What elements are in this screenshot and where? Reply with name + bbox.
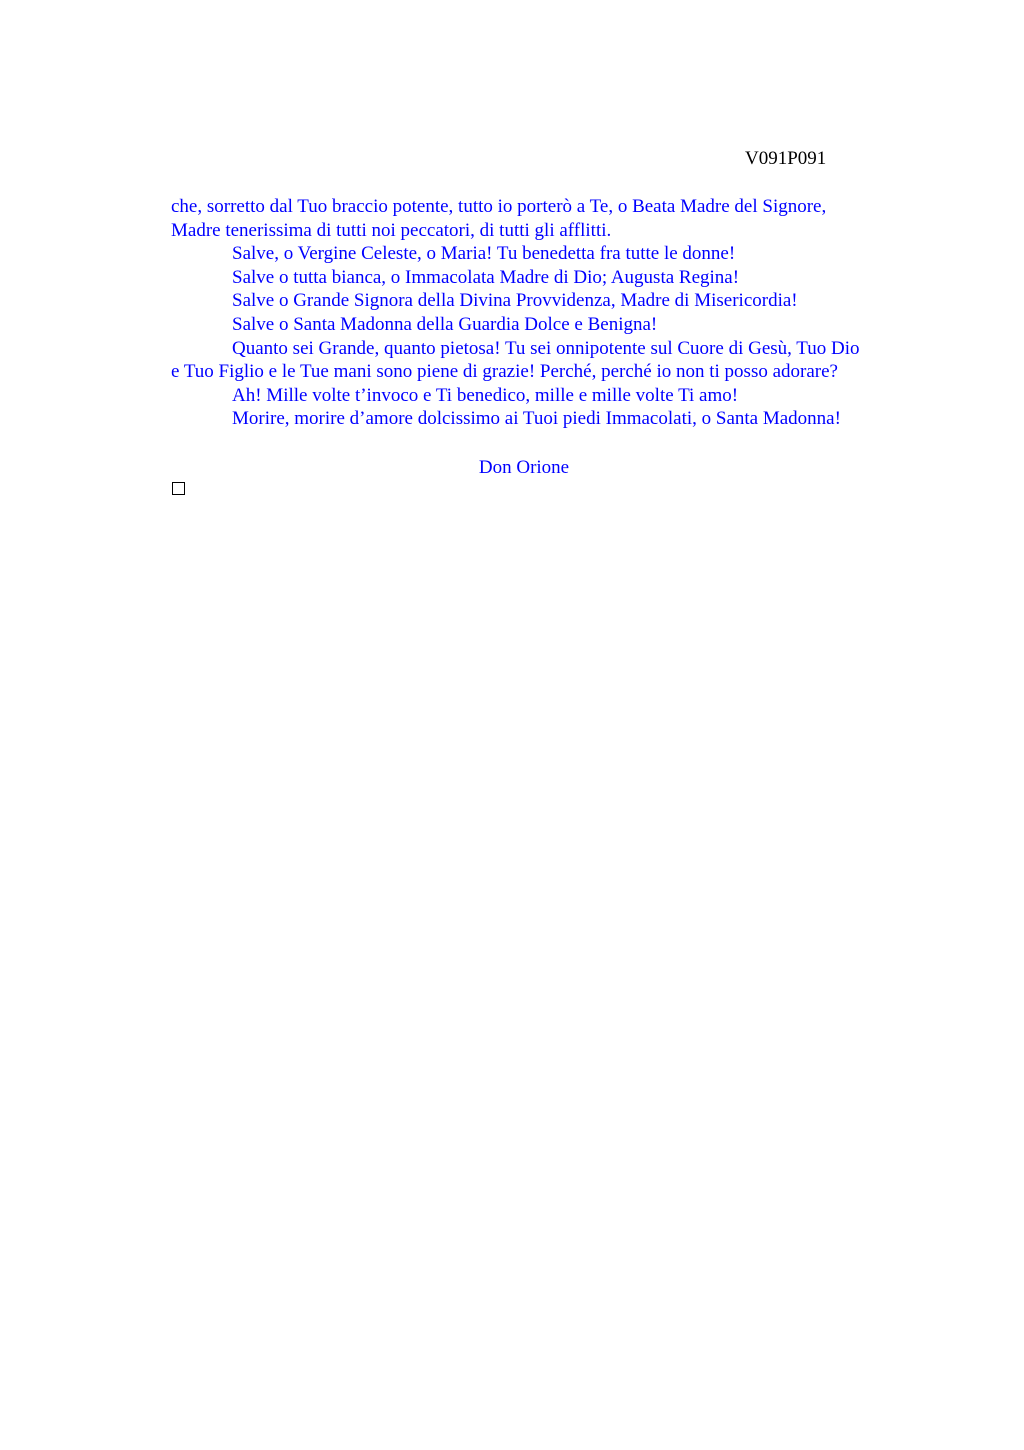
signature: Don Orione xyxy=(478,457,570,478)
text-line: Salve o Grande Signora della Divina Provvidenza, Madre di Misericordia! xyxy=(232,290,798,312)
text-line: Morire, morire d’amore dolcissimo ai Tuoi piedi Immacolati, o Santa Madonna! xyxy=(232,408,841,430)
text-line: Salve o tutta bianca, o Immacolata Madre di Dio; Augusta Regina! xyxy=(232,266,740,288)
text-line: Ah! Mille volte t’invoco e Ti benedico, mille e mille volte Ti amo! xyxy=(232,384,739,406)
empty-box-icon xyxy=(172,482,185,495)
text-line: Quanto sei Grande, quanto pietosa! Tu sei onnipotente sul Cuore di Gesù, Tuo Dio xyxy=(232,337,860,359)
text-line: Salve, o Vergine Celeste, o Maria! Tu benedetta fra tutte le donne! xyxy=(232,243,736,265)
text-line: e Tuo Figlio e le Tue mani sono piene di grazie! Perché, perché io non ti posso adorare? xyxy=(171,361,838,383)
text-line: Madre tenerissima di tutti noi peccatori, di tutti gli afflitti. xyxy=(171,219,612,241)
page-id: V091P091 xyxy=(745,148,827,169)
text-line: che, sorretto dal Tuo braccio potente, tutto io porterò a Te, o Beata Madre del Signore, xyxy=(171,196,827,217)
text-line: Salve o Santa Madonna della Guardia Dolce e Benigna! xyxy=(232,313,658,335)
letter-body xyxy=(171,195,931,431)
